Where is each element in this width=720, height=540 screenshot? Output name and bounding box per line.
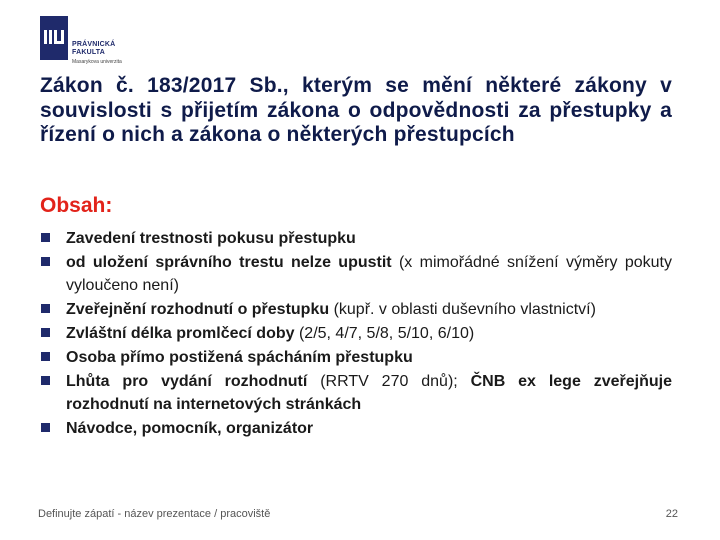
list-item (40, 251, 672, 297)
logo-text-line3: Masarykova univerzita (72, 59, 122, 65)
logo-emblem-icon (40, 16, 68, 60)
logo-text-line1: PRÁVNICKÁ (72, 41, 116, 48)
item-bold-text: Zveřejnění rozhodnutí o přestupku (66, 301, 330, 318)
item-bold-tail-text: ČNB ex lege zveřejňuje rozhodnutí na internetových stránkách (66, 373, 672, 413)
square-bullet-icon (41, 304, 50, 313)
square-bullet-icon (41, 423, 50, 432)
page-number: 22 (665, 508, 678, 520)
list-item (40, 417, 672, 440)
square-bullet-icon (41, 328, 50, 337)
slide-footer: Definujte zápatí - název prezentace / pracoviště (38, 508, 271, 520)
item-bold-text: Osoba přímo postižená spácháním přestupku (66, 349, 413, 366)
item-bold-text: od uložení správního trestu nelze upustit (66, 254, 392, 271)
item-text: (x mimořádné snížení výměry pokuty vyloučeno není) (66, 254, 672, 294)
list-item (40, 298, 672, 321)
square-bullet-icon (41, 233, 50, 242)
item-bold-text: Zavedení trestnosti pokusu přestupku (66, 230, 356, 247)
content-bullet-list (40, 227, 672, 441)
list-item (40, 346, 672, 369)
square-bullet-icon (41, 376, 50, 385)
slide-title: Zákon č. 183/2017 Sb., kterým se mění některé zákony v souvislosti s přijetím zákona o odpovědnosti za přestupky a řízení o nich a zákona o některých přestupcích (40, 74, 672, 146)
item-bold-text: Návodce, pomocník, organizátor (66, 420, 314, 437)
square-bullet-icon (41, 352, 50, 361)
faculty-logo (40, 16, 180, 65)
item-text: (kupř. v oblasti duševního vlastnictví) (329, 301, 596, 318)
list-item (40, 322, 672, 345)
item-text: (RRTV 270 dnů); (307, 373, 471, 390)
list-item (40, 227, 672, 250)
item-bold-text: Zvláštní délka promlčecí doby (66, 325, 295, 342)
square-bullet-icon (41, 257, 50, 266)
logo-text-line2: FAKULTA (72, 49, 106, 56)
item-bold-text: Lhůta pro vydání rozhodnutí (66, 373, 308, 390)
list-item (40, 370, 672, 416)
item-text: (2/5, 4/7, 5/8, 5/10, 6/10) (294, 325, 475, 342)
content-subheading: Obsah: (40, 194, 113, 217)
